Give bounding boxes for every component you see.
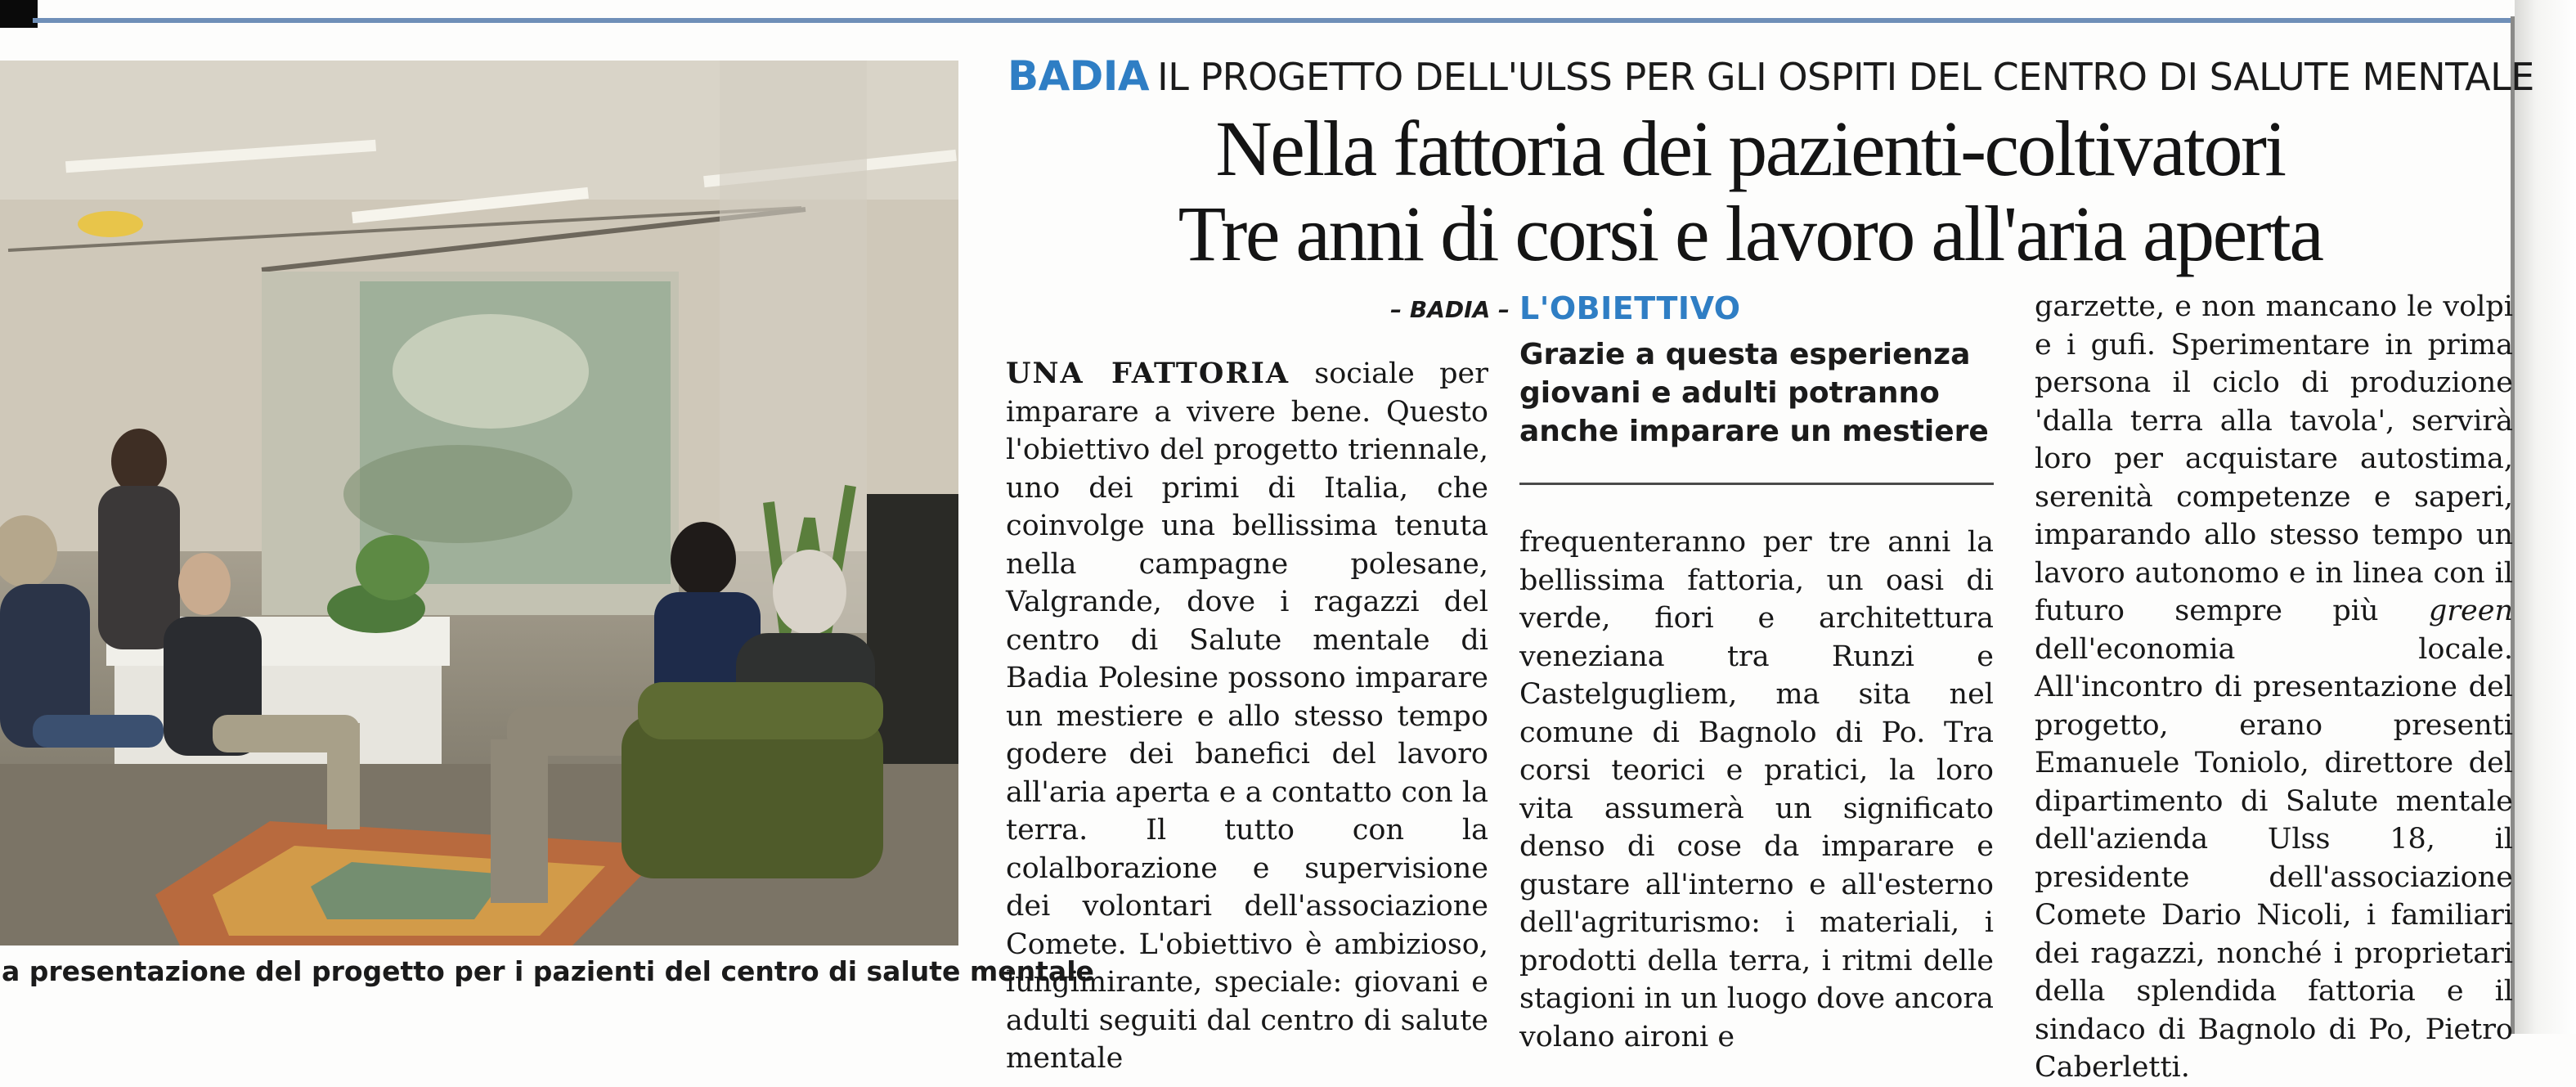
article-column-3: [2035, 288, 2513, 1087]
lead-in: UNA FATTORIA: [1006, 357, 1290, 390]
sidebar-label: L'OBIETTIVO: [1519, 290, 1741, 326]
sidebar-quote: Grazie a questa esperienza giovani e adulti potranno anche imparare un mestiere: [1519, 338, 1989, 448]
photo-caption: a presentazione del progetto per i pazienti del centro di salute mentale: [2, 955, 1094, 987]
kicker-text: IL PROGETTO DELL'ULSS PER GLI OSPITI DEL CENTRO DI SALUTE MENTALE: [1157, 55, 2534, 99]
column-3-text-b: dell'economia locale. All'incontro di presentazione del progetto, erano presenti Emanuele Toniolo, direttore del dipartimento di Salute mentale dell'azienda Ulss 18, il presidente dell'associazione Comete Dario Nicoli, i familiari dei ragazzi, nonché i proprietari della splendida fattoria e il sindaco di Bagnolo di Po, Pietro Caberletti.: [2035, 632, 2513, 1084]
column-3-text-a: garzette, e non mancano le volpi e i gufi. Sperimentare in prima persona il ciclo di produzione 'dalla terra alla tavola', servirà loro per acquistare autostima, serenità competenze e saperi, imparando allo stesso tempo un lavoro autonomo e in linea con il futuro sempre più: [2035, 290, 2513, 627]
kicker-location: BADIA: [1008, 52, 1150, 100]
column-3-italic-word: green: [2428, 595, 2513, 627]
headline-line-2: Tre anni di corsi e lavoro all'aria aperta: [1178, 190, 2322, 277]
top-rule: [33, 18, 2515, 23]
scan-margin-shadow: [2515, 0, 2576, 1034]
sidebar-rule: [1519, 483, 1994, 485]
kicker-line: [1008, 52, 2534, 100]
article-column-1: [1006, 355, 1488, 1078]
article-column-2: frequenteranno per tre anni la bellissima fattoria, un oasi di verde, fiori e architettura veneziana tra Runzi e Castelgugliem, ma sita nel comune di Bagnolo di Po. Tra corsi teorici e pratici, la loro vita assumerà un significato denso di cose da imparare e gustare all'interno e all'esterno dell'agriturismo: i materiali, i prodotti della terra, i ritmi delle stagioni in un luogo dove ancora volano aironi e: [1519, 526, 1994, 1053]
article-photo: [0, 61, 958, 946]
column-1-text: sociale per imparare a vivere bene. Questo l'obiettivo del progetto triennale, uno dei primi di Italia, che coinvolge una bellissima tenuta nella campagne polesane, Valgrande, dove i ragazzi del centro di Salute mentale di Badia Polesine possono imparare un mestiere e allo stesso tempo godere dei banefici del lavoro all'aria aperta e a contatto con la terra. Il tutto con la colalborazione e supervisione dei volontari dell'associazione Comete. L'obiettivo è ambizioso, lungimirante, speciale: giovani e adulti seguiti dal centro di salute mentale: [1006, 357, 1489, 1075]
byline: – BADIA –: [1390, 296, 1510, 323]
headline: [1014, 106, 2486, 276]
headline-line-1: Nella fattoria dei pazienti-coltivatori: [1215, 105, 2285, 192]
scan-corner-mark: [0, 0, 38, 28]
